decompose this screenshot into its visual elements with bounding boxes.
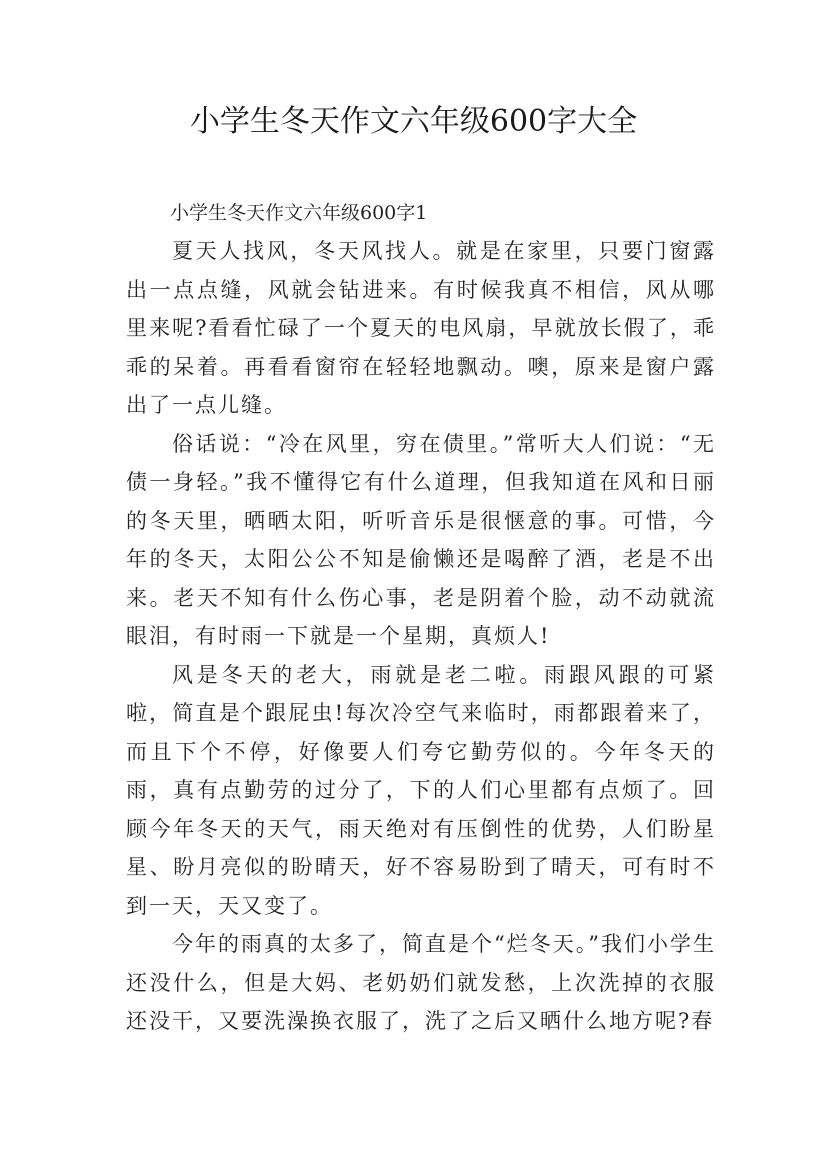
document-body bbox=[126, 194, 716, 1041]
section-heading: 小学生冬天作文六年级600字1 bbox=[170, 202, 428, 224]
paragraph-3: 风是冬天的老大，雨就是老二啦。雨跟风跟的可紧啦，简直是个跟屁虫!每次冷空气来临时，雨都跟着来了，而且下个不停，好像要人们夸它勤劳似的。今年冬天的雨，真有点勤劳的过分了，下的人们心里都有点烦了。回顾今年冬天的天气，雨天绝对有压倒性的优势，人们盼星星、盼月亮似的盼晴天，好不容易盼到了晴天，可有时不到一天，天又变了。 bbox=[126, 662, 716, 918]
paragraph-4: 今年的雨真的太多了，简直是个“烂冬天。”我们小学生还没什么，但是大妈、老奶奶们就发愁，上次洗掉的衣服还没干，又要洗澡换衣服了，洗了之后又晒什么地方呢?春 bbox=[126, 932, 716, 1033]
paragraph-2: 俗话说：“冷在风里，穷在债里。”常听大人们说：“无债一身轻。”我不懂得它有什么道理，但我知道在风和日丽的冬天里，晒晒太阳，听听音乐是很惬意的事。可惜，今年的冬天，太阳公公不知是偷懒还是喝醉了酒，老是不出来。老天不知有什么伤心事，老是阴着个脸，动不动就流眼泪，有时雨一下就是一个星期，真烦人! bbox=[126, 431, 716, 648]
paragraph-1: 夏天人找风，冬天风找人。就是在家里，只要门窗露出一点点缝，风就会钻进来。有时候我真不相信，风从哪里来呢?看看忙碌了一个夏天的电风扇，早就放长假了，乖乖的呆着。再看看窗帘在轻轻地飘动。噢，原来是窗户露出了一点儿缝。 bbox=[126, 239, 716, 417]
document-title: 小学生冬天作文六年级600字大全 bbox=[189, 104, 638, 139]
